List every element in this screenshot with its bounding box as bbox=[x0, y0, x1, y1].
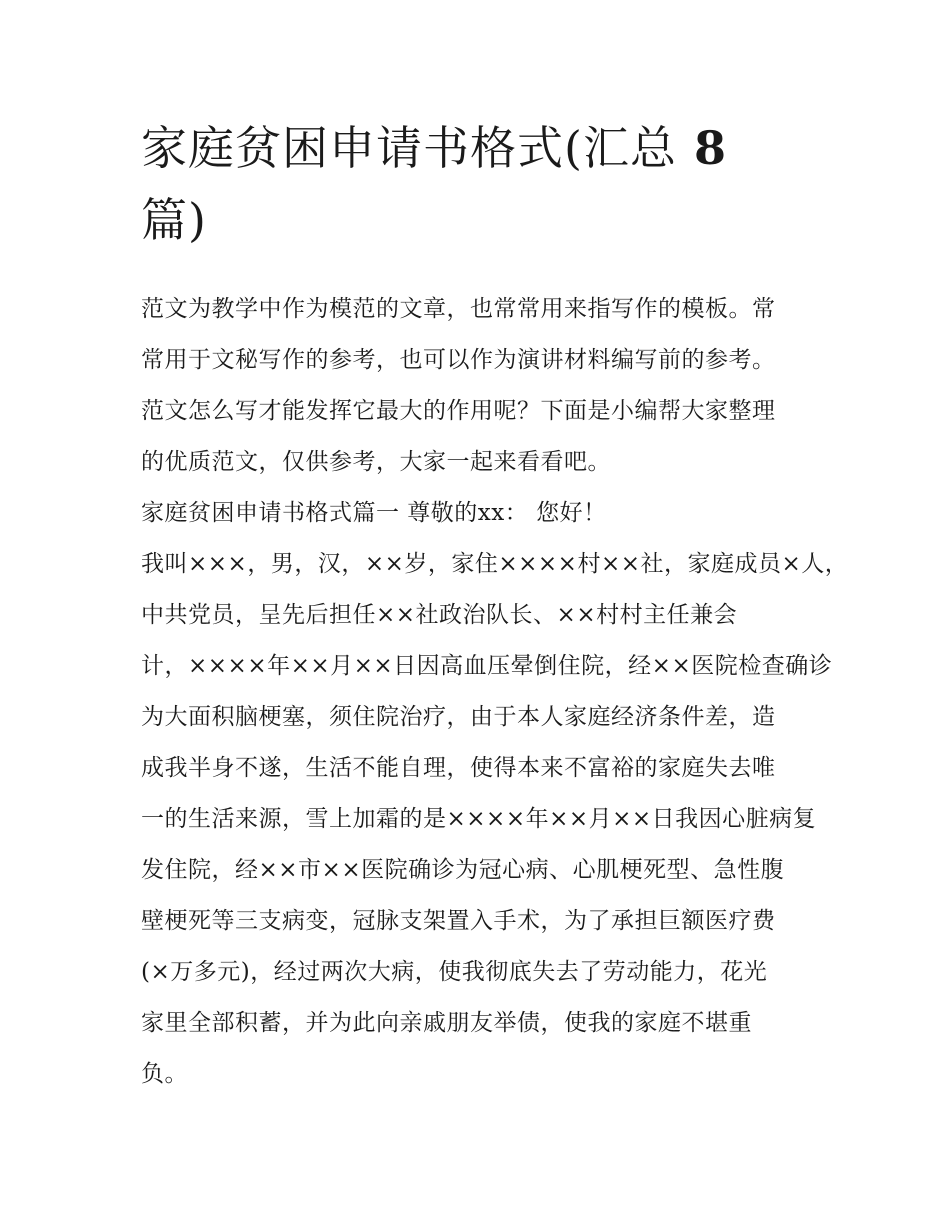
text-line: 成我半身不遂，生活不能自理，使得本来不富裕的家庭失去唯 bbox=[141, 755, 776, 781]
text-line: 计，××××年××月××日因高血压晕倒住院，经××医院检查确诊 bbox=[141, 653, 833, 679]
text-line: 我叫×××，男，汉，××岁，家住××××村××社，家庭成员×人， bbox=[141, 551, 849, 577]
text-line: 中共党员，呈先后担任××社政治队长、××村村主任兼会 bbox=[141, 602, 738, 628]
text-line: 负。 bbox=[141, 1061, 188, 1087]
text-line: (×万多元)，经过两次大病，使我彻底失去了劳动能力，花光 bbox=[141, 959, 768, 985]
text-line: 发住院，经××市××医院确诊为冠心病、心肌梗死型、急性腹 bbox=[141, 857, 785, 883]
body-text bbox=[141, 284, 849, 1100]
document-title bbox=[141, 112, 813, 256]
title-tail: 篇) bbox=[141, 193, 207, 247]
text-line: 壁梗死等三支病变，冠脉支架置入手术，为了承担巨额医疗费 bbox=[141, 908, 776, 934]
text-line: 范文怎么写才能发挥它最大的作用呢？下面是小编帮大家整理 bbox=[141, 398, 776, 424]
text-line: 家里全部积蓄，并为此向亲戚朋友举债，使我的家庭不堪重 bbox=[141, 1010, 752, 1036]
title-main: 家庭贫困申请书格式(汇总 bbox=[141, 121, 677, 175]
section-heading-line: 家庭贫困申请书格式篇一 尊敬的xx： 您好！ bbox=[141, 500, 607, 526]
text-line: 范文为教学中作为模范的文章，也常常用来指写作的模板。常 bbox=[141, 296, 776, 322]
title-number: 8 bbox=[693, 121, 727, 175]
text-line: 的优质范文，仅供参考，大家一起来看看吧。 bbox=[141, 449, 611, 475]
document-content bbox=[141, 112, 849, 1100]
text-line: 一的生活来源，雪上加霜的是××××年××月××日我因心脏病复 bbox=[141, 806, 817, 832]
text-line: 为大面积脑梗塞，须住院治疗，由于本人家庭经济条件差，造 bbox=[141, 704, 776, 730]
text-line: 常用于文秘写作的参考，也可以作为演讲材料编写前的参考。 bbox=[141, 347, 776, 373]
